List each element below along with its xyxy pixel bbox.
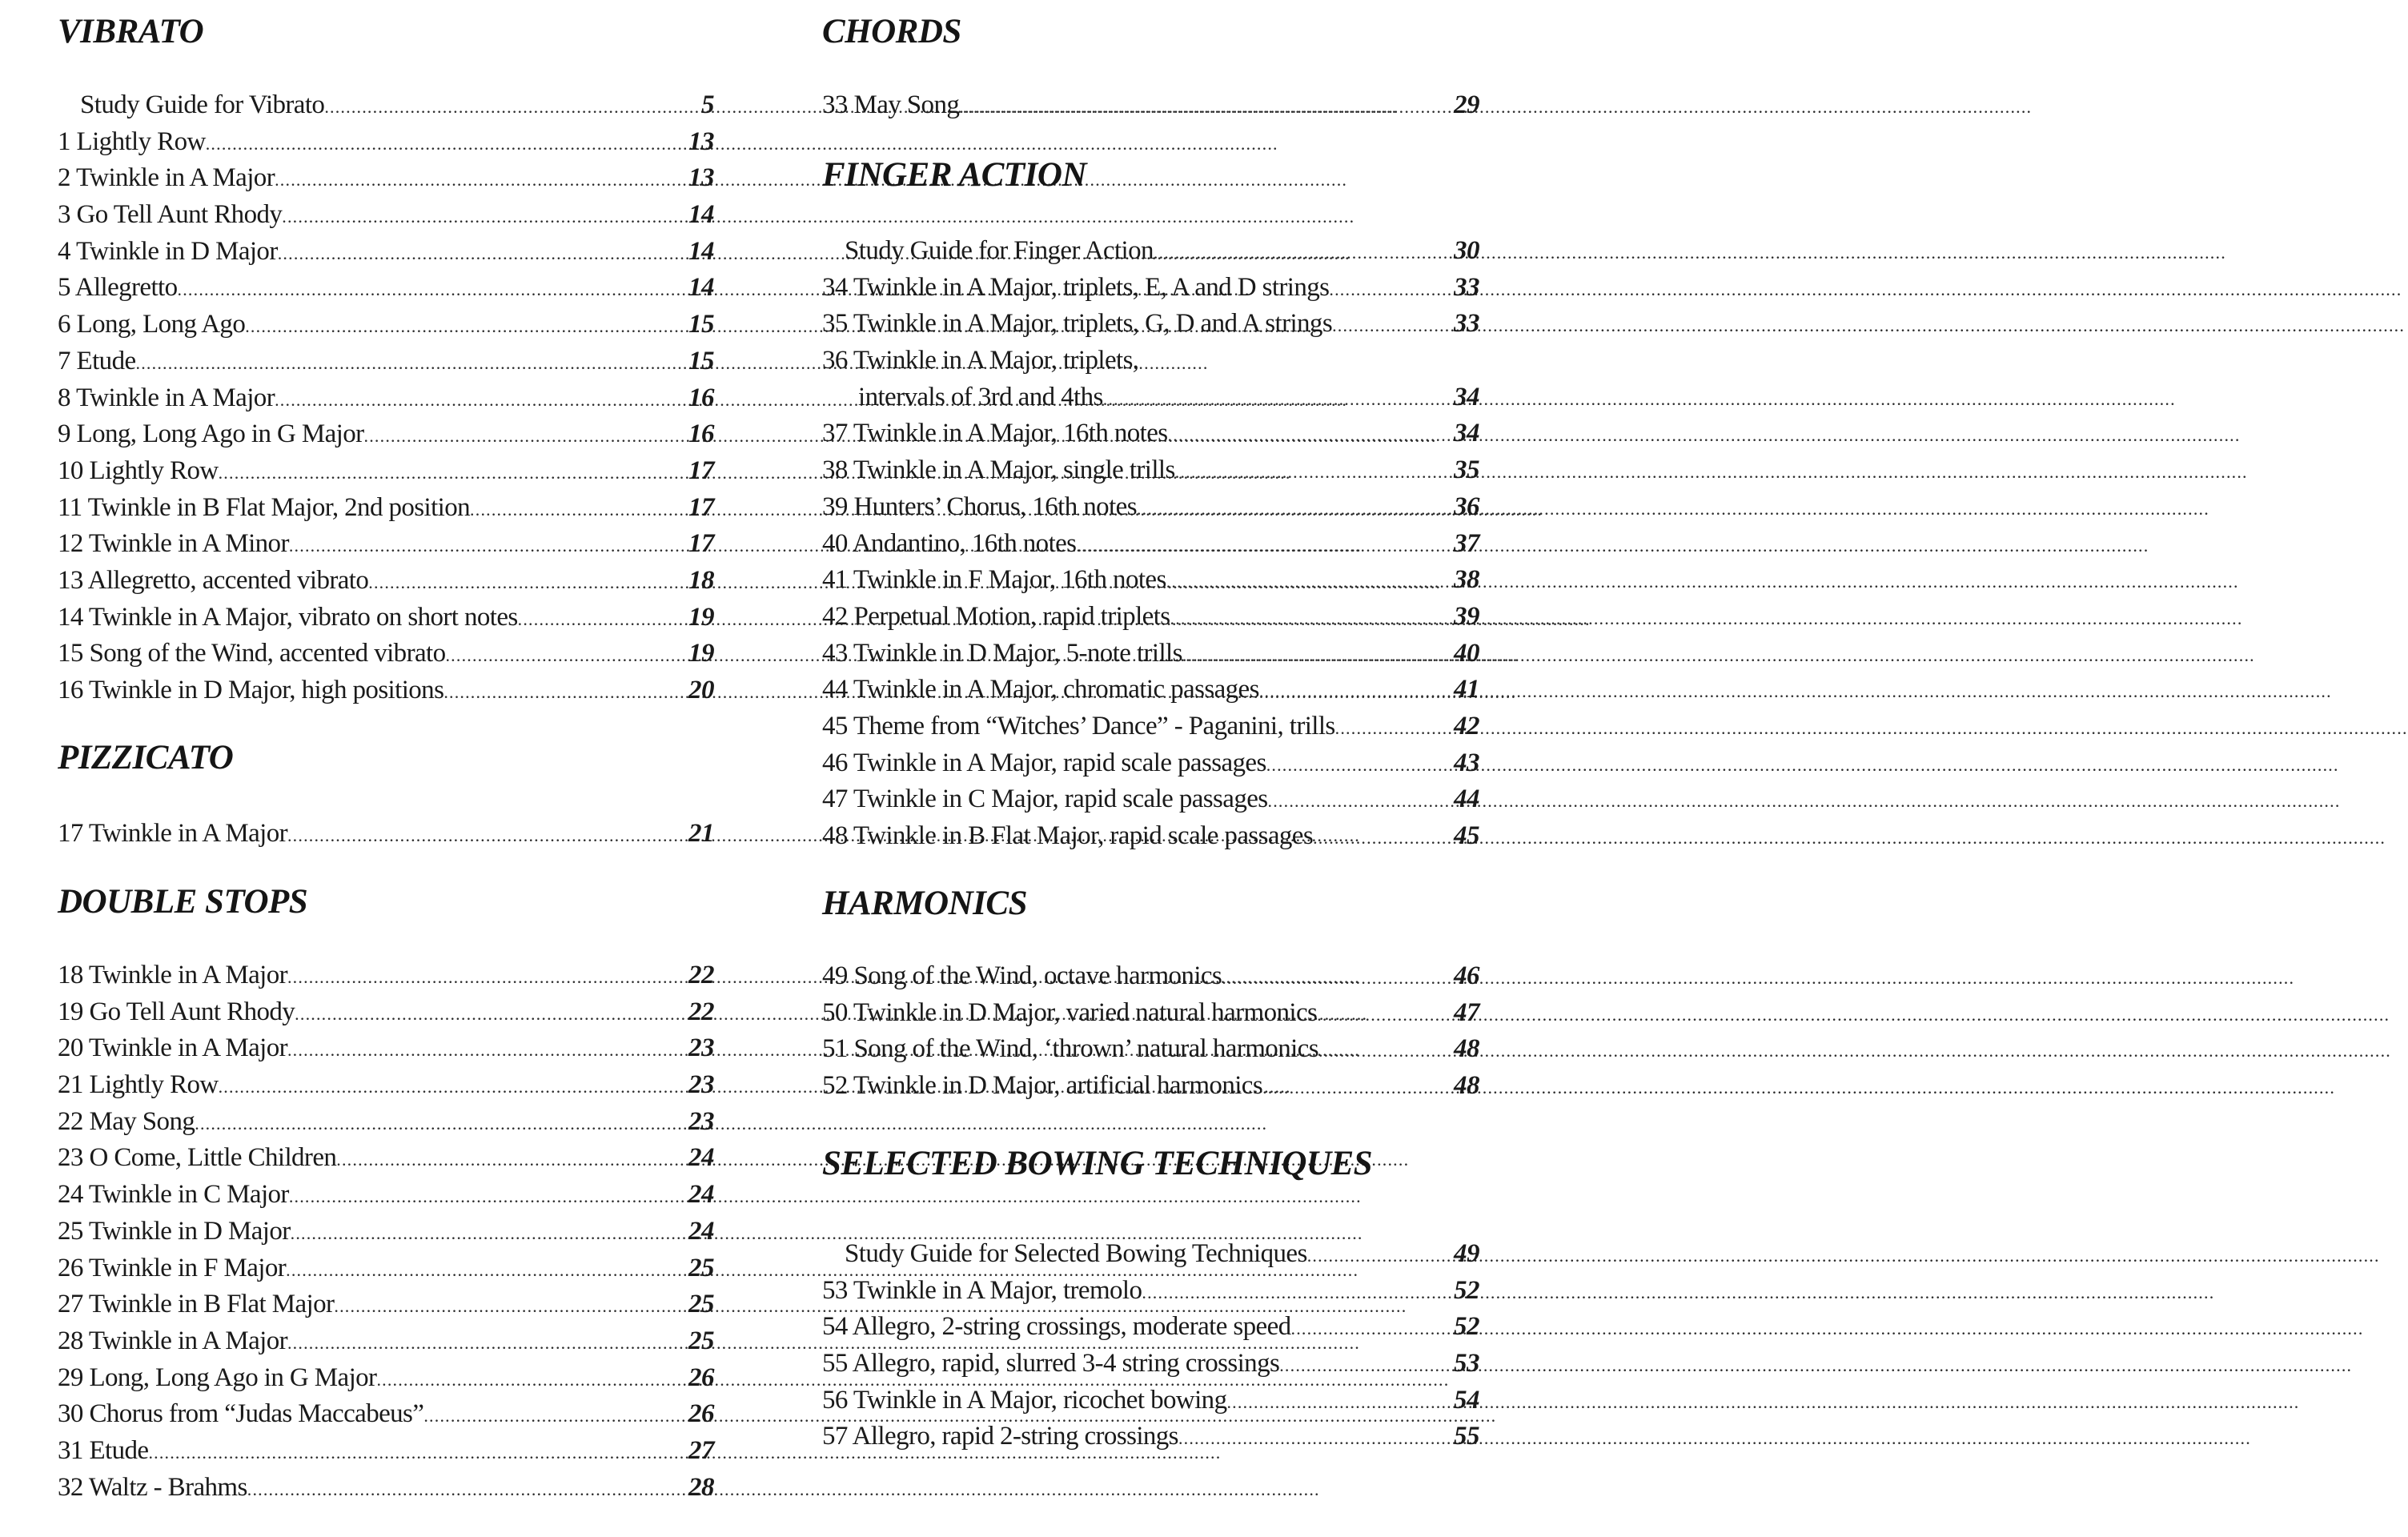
entry-title: 47 Twinkle in C Major, rapid scale passages [822,785,1268,814]
entry-page-number: 25 [688,1326,714,1355]
section-entries-double-stops [58,957,714,1506]
toc-entry [822,818,1479,855]
dot-leader [1268,783,1453,820]
entry-page-number: 15 [688,310,714,339]
entry-title: 34 Twinkle in A Major, triplets, E, A and D strings [822,272,1330,302]
toc-entry [822,636,1479,672]
dot-leader [245,308,688,345]
toc-entry [822,672,1479,708]
section-entries-harmonics [822,958,1479,1105]
dot-leader [368,564,688,601]
toc-study-guide-entry [58,87,714,124]
dot-leader [1307,1238,1453,1274]
toc-entry [58,1140,714,1177]
entry-page-number: 39 [1454,601,1479,631]
entry-title: 41 Twinkle in F Major, 16th notes [822,565,1166,595]
toc-entry [58,563,714,600]
toc-entry [822,599,1479,636]
dot-leader [219,1069,688,1106]
entry-title: 54 Allegro, 2-string crossings, moderate speed [822,1312,1291,1342]
toc-entry [58,270,714,307]
entry-page-number: 19 [688,602,714,632]
dot-leader [282,199,688,235]
entry-title: 42 Perpetual Motion, rapid triplets [822,601,1170,631]
entry-page-number: 38 [1454,565,1479,595]
toc-entry [58,1360,714,1397]
toc-entry [822,343,1479,379]
entry-page-number: 14 [688,200,714,230]
toc-entry [822,306,1479,343]
entry-page-number: 49 [1454,1239,1479,1268]
entry-page-number: 25 [688,1253,714,1282]
toc-entry [822,1346,1479,1382]
dot-leader [364,418,688,455]
section-entries-selected-bowing-techniques [822,1236,1479,1455]
entry-page-number: 55 [1454,1422,1479,1451]
toc-entry [822,1273,1479,1310]
entry-title: 57 Allegro, rapid 2-string crossings [822,1422,1178,1451]
entry-page-number: 40 [1454,638,1479,668]
entry-page-number: 19 [688,639,714,668]
section-entries-finger-action [822,233,1479,855]
dot-leader [1175,454,1453,491]
entry-page-number: 23 [688,1106,714,1136]
dot-leader [334,1288,688,1325]
entry-title: 24 Twinkle in C Major [58,1180,289,1210]
dot-leader [1222,960,1453,997]
entry-title: 23 O Come, Little Children [58,1143,337,1173]
toc-entry [58,526,714,563]
dot-leader [959,89,1453,126]
entry-title: 44 Twinkle in A Major, chromatic passages [822,675,1259,704]
dot-leader [1329,271,1453,308]
toc-entry [58,124,714,161]
toc-entry [822,415,1479,452]
entry-title: 2 Twinkle in A Major [58,163,275,193]
dot-leader [287,1325,688,1362]
dot-leader [443,674,688,711]
entry-title: 32 Waltz - Brahms [58,1472,247,1502]
entry-title: 13 Allegretto, accented vibrato [58,565,369,595]
entry-page-number: 22 [688,997,714,1026]
entry-page-number: 21 [688,819,714,848]
toc-entry [822,270,1479,307]
toc-entry [822,745,1479,782]
toc-entry [58,343,714,380]
entry-page-number: 14 [688,273,714,303]
entry-page-number: 16 [688,383,714,412]
entry-title: 49 Song of the Wind, octave harmonics [822,961,1222,990]
entry-page-number: 30 [1454,236,1479,265]
dot-leader [219,455,688,492]
entry-title: Study Guide for Finger Action [845,236,1154,265]
dot-leader [1142,1274,1453,1311]
entry-page-number: 25 [688,1290,714,1319]
entry-page-number: 26 [688,1362,714,1392]
dot-leader [247,1471,688,1508]
dot-leader [1332,307,1453,344]
toc-entry [58,1323,714,1360]
entry-title: 31 Etude [58,1435,149,1465]
entry-title: 33 May Song [822,90,960,119]
toc-entry [822,1309,1479,1346]
entry-title: 43 Twinkle in D Major, 5-note trills [822,638,1182,668]
entry-page-number: 5 [701,90,714,119]
entry-page-number: 52 [1454,1312,1479,1342]
toc-entry [58,1250,714,1287]
entry-page-number: 34 [1454,419,1479,448]
entry-title: 51 Song of the Wind, ‘thrown’ natural harmonics [822,1034,1318,1064]
dot-leader [1226,1384,1453,1421]
toc-entry [822,1382,1479,1419]
section-heading-harmonics: HARMONICS [822,885,1027,922]
entry-title: 20 Twinkle in A Major [58,1033,287,1063]
toc-entry [58,957,714,994]
dot-leader [1291,1310,1453,1347]
toc-entry [822,781,1479,818]
entry-title: 56 Twinkle in A Major, ricochet bowing [822,1385,1227,1415]
section-entries-pizzicato [58,816,714,853]
entry-title: 28 Twinkle in A Major [58,1326,287,1355]
toc-entry [58,1470,714,1507]
dot-leader [1170,600,1453,637]
entry-page-number: 18 [688,565,714,595]
entry-title: 4 Twinkle in D Major [58,236,278,266]
entry-page-number: 16 [688,419,714,449]
entry-page-number: 46 [1454,961,1479,990]
dot-leader [1178,1420,1453,1457]
entry-title: 3 Go Tell Aunt Rhody [58,200,283,230]
entry-page-number: 20 [688,676,714,704]
toc-entry [822,1419,1479,1455]
dot-leader [423,1398,688,1435]
dot-leader [289,528,688,564]
toc-entry [58,1214,714,1250]
toc-entry [822,995,1479,1032]
dot-leader [1182,637,1453,674]
entry-page-number: 52 [1454,1275,1479,1305]
toc-entry [58,1067,714,1104]
toc-entry [58,490,714,527]
toc-entry [822,562,1479,599]
entry-page-number: 34 [1454,382,1479,411]
dot-leader [291,1215,688,1252]
entry-page-number: 17 [688,455,714,485]
entry-title: 46 Twinkle in A Major, rapid scale passages [822,748,1266,777]
entry-title: 18 Twinkle in A Major [58,961,287,989]
toc-entry [58,1177,714,1214]
toc-entry [822,489,1479,526]
section-entries-chords [822,87,1479,124]
toc-entry [58,1433,714,1470]
dot-leader [1318,1033,1453,1069]
dot-leader [445,637,688,674]
dot-leader [470,492,688,528]
entry-page-number: 42 [1454,711,1479,740]
entry-title: 5 Allegretto [58,273,178,303]
entry-title: 19 Go Tell Aunt Rhody [58,997,295,1026]
toc-entry [822,1068,1479,1105]
entry-page-number: 23 [688,1033,714,1063]
entry-title: 27 Twinkle in B Flat Major [58,1290,335,1319]
toc-entry [58,416,714,453]
entry-page-number: 44 [1454,785,1479,814]
entry-page-number: 24 [688,1180,714,1210]
dot-leader [1279,1347,1453,1384]
toc-entry [822,708,1479,745]
dot-leader [1262,1069,1453,1106]
entry-title: 14 Twinkle in A Major, vibrato on short notes [58,602,518,632]
toc-study-guide-entry [822,1236,1479,1273]
entry-title: 7 Etude [58,346,136,375]
dot-leader [1335,710,1453,747]
entry-title: 35 Twinkle in A Major, triplets, G, D and A strings [822,309,1333,339]
entry-page-number: 41 [1454,675,1479,704]
entry-title: 29 Long, Long Ago in G Major [58,1362,377,1392]
entry-page-number: 22 [688,961,714,989]
dot-leader [1259,673,1453,710]
entry-page-number: 36 [1454,492,1479,521]
entry-title: 30 Chorus from “Judas Maccabeus” [58,1399,424,1429]
dot-leader [178,271,688,308]
toc-entry [58,816,714,853]
entry-title: 11 Twinkle in B Flat Major, 2nd position [58,492,471,522]
toc-entry [822,958,1479,995]
entry-title: 25 Twinkle in D Major [58,1216,291,1246]
toc-entry [822,526,1479,563]
section-heading-double-stops: DOUBLE STOPS [58,883,308,921]
dot-leader [1137,491,1453,528]
entry-title: 45 Theme from “Witches’ Dance” - Paganini, trills [822,711,1335,740]
section-heading-chords: CHORDS [822,13,961,50]
dot-leader [1313,820,1453,857]
entry-title: 37 Twinkle in A Major, 16th notes [822,419,1168,448]
toc-entry [58,600,714,636]
toc-entry [58,307,714,343]
entry-page-number: 48 [1454,1071,1479,1101]
entry-page-number: 53 [1454,1349,1479,1378]
entry-page-number: 27 [688,1435,714,1465]
dot-leader [1168,417,1453,454]
toc-entry [58,453,714,490]
toc-entry [58,234,714,271]
entry-title: 6 Long, Long Ago [58,310,246,339]
section-heading-finger-action: FINGER ACTION [822,156,1087,194]
dot-leader [1166,564,1453,600]
entry-page-number: 33 [1454,309,1479,339]
entry-title: 9 Long, Long Ago in G Major [58,419,364,449]
toc-study-guide-entry [822,233,1479,270]
toc-entry [58,380,714,417]
entry-page-number: 28 [688,1472,714,1502]
entry-page-number: 24 [688,1143,714,1173]
entry-title: 55 Allegro, rapid, slurred 3-4 string crossings [822,1349,1280,1378]
entry-title: Study Guide for Vibrato [80,90,325,119]
dot-leader [324,89,700,126]
entry-title: 40 Andantino, 16th notes [822,528,1077,558]
entry-title: Study Guide for Selected Bowing Techniques [845,1239,1307,1268]
entry-title: 52 Twinkle in D Major, artificial harmonics [822,1071,1263,1101]
dot-leader [336,1142,688,1178]
dot-leader [289,1178,688,1215]
section-heading-pizzicato: PIZZICATO [58,739,234,777]
entry-page-number: 23 [688,1070,714,1100]
toc-entry [58,1396,714,1433]
toc-entry [58,672,714,709]
dot-leader [1266,747,1453,784]
toc-entry [822,452,1479,489]
entry-page-number: 14 [688,236,714,266]
dot-leader [286,1252,688,1289]
entry-page-number: 26 [688,1399,714,1429]
entry-title: 1 Lightly Row [58,126,206,156]
dot-leader [1103,381,1453,418]
toc-entry-continuation [822,379,1479,416]
entry-title: 15 Song of the Wind, accented vibrato [58,639,446,668]
toc-entry [58,160,714,197]
entry-title: 8 Twinkle in A Major [58,383,275,412]
entry-page-number: 29 [1454,90,1479,119]
toc-entry [58,1104,714,1141]
toc-entry [822,1031,1479,1068]
entry-title: 22 May Song [58,1106,195,1136]
dot-leader [275,382,688,419]
dot-leader [1317,997,1453,1033]
entry-page-number: 48 [1454,1034,1479,1064]
entry-title: 12 Twinkle in A Minor [58,529,289,559]
dot-leader [1076,528,1453,564]
entry-page-number: 24 [688,1216,714,1246]
entry-title: 48 Twinkle in B Flat Major, rapid scale passages [822,821,1314,850]
toc-entry [58,197,714,234]
entry-page-number: 13 [688,163,714,193]
toc-entry [58,636,714,672]
dot-leader [195,1106,688,1142]
entry-page-number: 54 [1454,1385,1479,1415]
toc-entry [822,87,1479,124]
entry-page-number: 15 [688,346,714,375]
entry-title: intervals of 3rd and 4ths [858,382,1103,411]
entry-title: 10 Lightly Row [58,455,219,485]
entry-title: 36 Twinkle in A Major, triplets, [822,346,1139,375]
entry-page-number: 43 [1454,748,1479,777]
dot-leader [287,1032,688,1069]
entry-title: 21 Lightly Row [58,1070,219,1100]
toc-entry [58,1030,714,1067]
entry-title: 53 Twinkle in A Major, tremolo [822,1275,1142,1305]
entry-page-number: 17 [688,492,714,522]
entry-title: 38 Twinkle in A Major, single trills [822,455,1175,485]
dot-leader [278,235,688,272]
entry-title: 17 Twinkle in A Major [58,819,287,848]
entry-page-number: 13 [688,126,714,156]
entry-page-number: 37 [1454,528,1479,558]
entry-page-number: 35 [1454,455,1479,485]
dot-leader [148,1435,688,1471]
dot-leader [376,1362,688,1399]
entry-page-number: 33 [1454,272,1479,302]
entry-title: 26 Twinkle in F Major [58,1253,287,1282]
section-heading-vibrato: VIBRATO [58,13,204,50]
dot-leader [1154,235,1453,271]
dot-leader [295,996,688,1033]
dot-leader [206,126,688,163]
toc-entry [58,1286,714,1323]
dot-leader [275,162,688,199]
toc-entry [58,994,714,1031]
dot-leader [287,959,688,996]
dot-leader [136,345,688,382]
section-heading-selected-bowing-techniques: SELECTED BOWING TECHNIQUES [822,1145,1373,1182]
entry-title: 50 Twinkle in D Major, varied natural harmonics [822,997,1318,1027]
dot-leader [287,817,688,854]
section-entries-vibrato [58,87,714,709]
entry-title: 39 Hunters’ Chorus, 16th notes [822,492,1137,521]
entry-title: 16 Twinkle in D Major, high positions [58,676,444,704]
entry-page-number: 17 [688,529,714,559]
dot-leader [518,601,688,638]
entry-page-number: 45 [1454,821,1479,850]
entry-page-number: 47 [1454,997,1479,1027]
